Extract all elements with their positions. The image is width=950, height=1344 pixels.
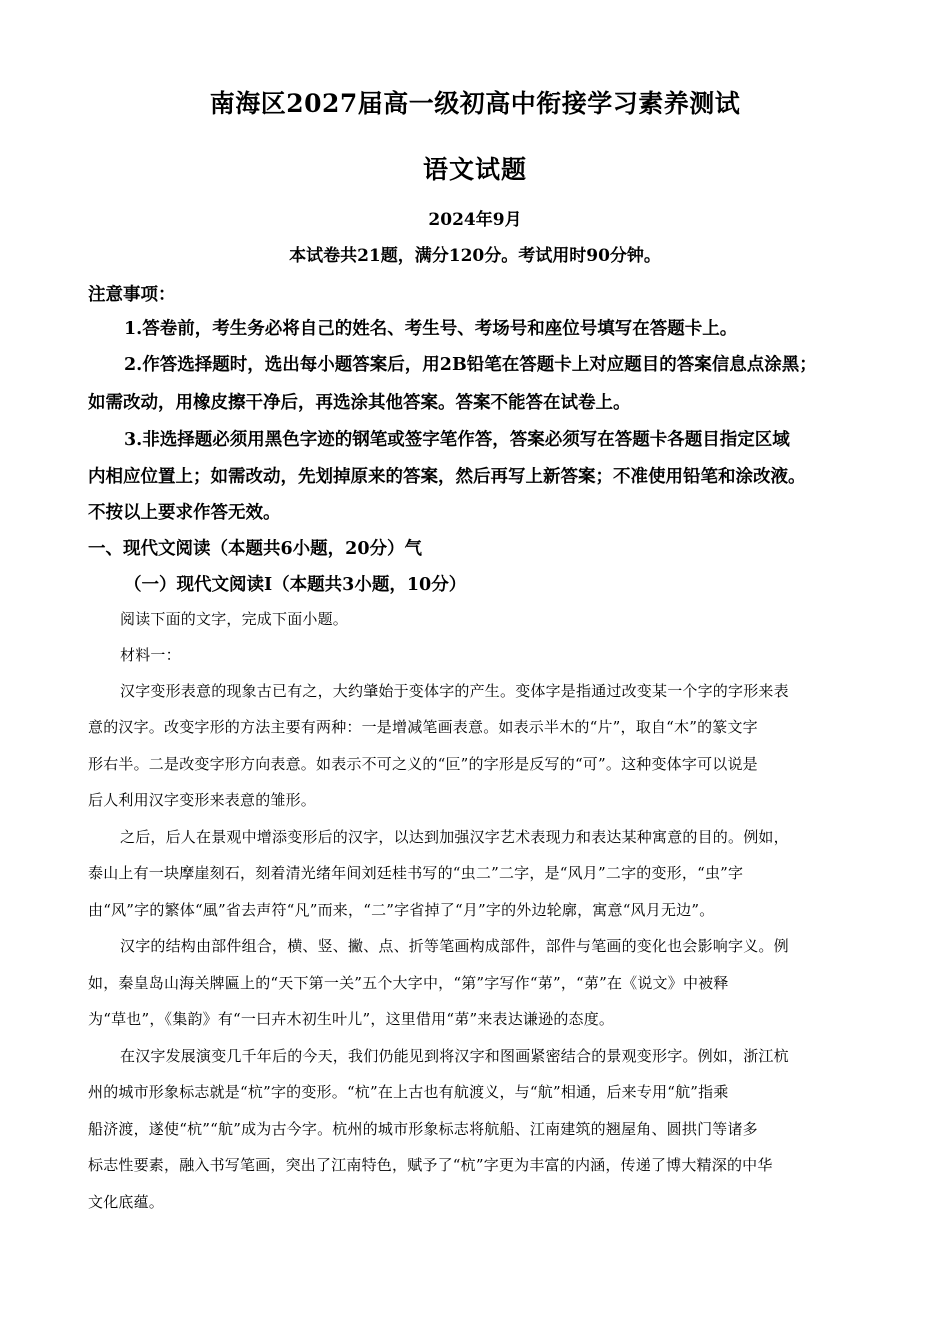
passage-line: 船济渡，遂使“杭”“航”成为古今字。杭州的城市形象标志将航船、江南建筑的翘屋角、圆拱门等诸多 xyxy=(88,1120,758,1138)
passage-line: 后人利用汉字变形来表意的雏形。 xyxy=(88,791,317,809)
passage-line: 文化底蕴。 xyxy=(88,1193,165,1211)
notice-line: 内相应位置上；如需改动，先划掉原来的答案，然后再写上新答案；不准使用铅笔和涂改液。 xyxy=(88,467,806,487)
passage-line: 之后，后人在景观中增添变形后的汉字，以达到加强汉字艺术表现力和表达某种寓意的目的。例如， xyxy=(120,828,789,846)
notice-line: 如需改动，用橡皮擦干净后，再选涂其他答案。答案不能答在试卷上。 xyxy=(88,393,631,413)
notice-line: 不按以上要求作答无效。 xyxy=(88,503,281,523)
page-subtitle: 语文试题 xyxy=(422,155,527,184)
exam-date: 2024年9月 xyxy=(428,210,522,230)
passage-line: 意的汉字。改变字形的方法主要有两种：一是增减笔画表意。如表示半木的“片”，取自“木”的篆文字 xyxy=(88,718,758,736)
passage-line: 汉字变形表意的现象古已有之，大约肇始于变体字的产生。变体字是指通过改变某一个字的字形来表 xyxy=(120,682,789,700)
page-title: 南海区2027届高一级初高中衔接学习素养测试 xyxy=(209,89,741,118)
section-heading: 一、现代文阅读（本题共6小题，20分）气 xyxy=(88,539,423,559)
reading-instruction: 阅读下面的文字，完成下面小题。 xyxy=(120,610,349,628)
passage-line: 在汉字发展演变几千年后的今天，我们仍能见到将汉字和图画紧密结合的景观变形字。例如，浙江杭 xyxy=(120,1047,789,1065)
passage-line: 州的城市形象标志就是“杭”字的变形。“杭”在上古也有航渡义，与“航”相通，后来专用“航”指乘 xyxy=(88,1083,729,1101)
passage-line: 汉字的结构由部件组合，横、竖、撇、点、折等笔画构成部件，部件与笔画的变化也会影响字义。例 xyxy=(120,937,789,955)
passage-line: 形右半。二是改变字形方向表意。如表示不可之义的“叵”的字形是反写的“可”。这种变体字可以说是 xyxy=(88,755,758,773)
passage-line: 标志性要素，融入书写笔画，突出了江南特色，赋予了“杭”字更为丰富的内涵，传递了博大精深的中华 xyxy=(88,1156,773,1174)
notice-line: 2.作答选择题时，选出每小题答案后，用2B铅笔在答题卡上对应题目的答案信息点涂黑； xyxy=(124,355,817,375)
notice-heading: 注意事项： xyxy=(88,285,176,305)
exam-info: 本试卷共21题，满分120分。考试用时90分钟。 xyxy=(289,246,661,266)
passage-line: 如，秦皇岛山海关牌匾上的“天下第一关”五个大字中，“第”字写作“苐”，“苐”在《说文》中被释 xyxy=(88,974,729,992)
passage-line: 由“风”字的繁体“風”省去声符“凡”而来，“二”字省掉了“月”字的外边轮廓，寓意“风月无边”。 xyxy=(88,901,715,919)
passage-line: 为“草也”，《集韵》有“一曰卉木初生叶儿”，这里借用“苐”来表达谦逊的态度。 xyxy=(88,1010,615,1028)
material-label: 材料一： xyxy=(120,646,181,664)
notice-line: 1.答卷前，考生务必将自己的姓名、考生号、考场号和座位号填写在答题卡上。 xyxy=(124,319,738,339)
passage-line: 泰山上有一块摩崖刻石，刻着清光绪年间刘廷桂书写的“虫二”二字，是“风月”二字的变形，“虫”字 xyxy=(88,864,744,882)
section-subheading: （一）现代文阅读Ⅰ（本题共3小题，10分） xyxy=(124,575,467,595)
notice-line: 3.非选择题必须用黑色字迹的钢笔或签字笔作答，答案必须写在答题卡各题目指定区域 xyxy=(124,430,790,450)
